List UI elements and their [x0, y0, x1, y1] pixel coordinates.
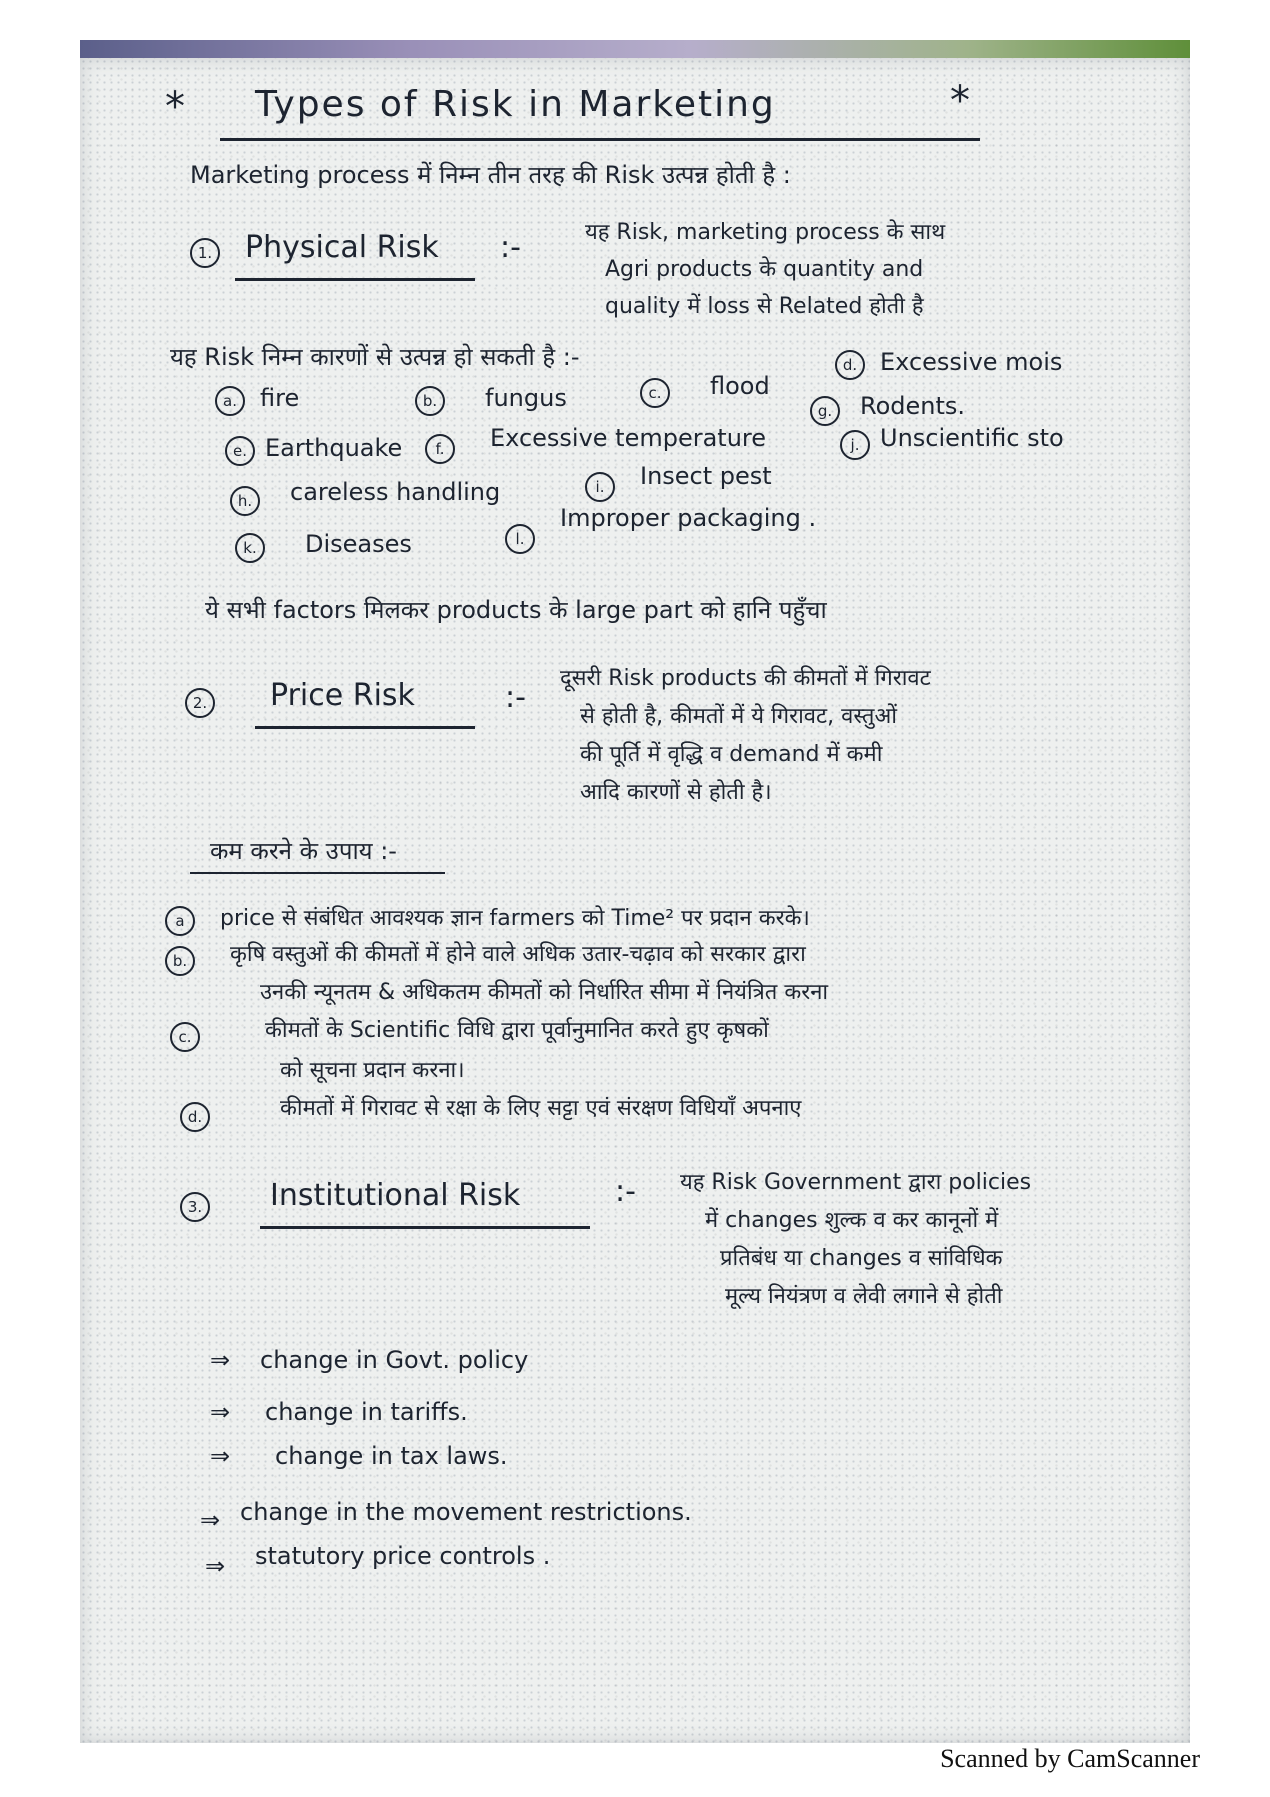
price-risk-sep: :-: [505, 680, 526, 715]
cause-marker: l.: [505, 524, 535, 554]
physical-desc-line: quality में loss से Related होती है: [605, 294, 924, 319]
institutional-point: change in the movement restrictions.: [240, 1498, 692, 1526]
remedy-marker: d.: [180, 1102, 210, 1132]
cause-item: fire: [260, 384, 300, 412]
remedy-line: कृषि वस्तुओं की कीमतों में होने वाले अधिक उतार-चढ़ाव को सरकार द्वारा: [230, 942, 806, 967]
arrow-icon: ⇒: [205, 1552, 226, 1580]
arrow-icon: ⇒: [210, 1442, 231, 1470]
physical-desc-line: यह Risk, marketing process के साथ: [585, 220, 946, 245]
remedy-line: कीमतों के Scientific विधि द्वारा पूर्वानुमानित करते हुए कृषकों: [265, 1018, 769, 1043]
remedy-marker: c.: [170, 1022, 200, 1052]
cause-item: Excessive mois: [880, 348, 1063, 376]
cause-item: Earthquake: [265, 434, 403, 462]
remedy-line: को सूचना प्रदान करना।: [280, 1058, 465, 1083]
physical-desc-line: Agri products के quantity and: [605, 257, 924, 282]
cause-marker: d.: [835, 350, 865, 380]
cause-marker: j.: [840, 430, 870, 460]
cause-item: Insect pest: [640, 462, 772, 490]
arrow-icon: ⇒: [210, 1346, 231, 1374]
causes-intro: यह Risk निम्न कारणों से उत्पन्न हो सकती है :-: [170, 343, 580, 371]
remedies-underline: [190, 872, 445, 874]
institutional-desc-line: में changes शुल्क व कर कानूनों में: [705, 1208, 999, 1233]
intro-line: Marketing process में निम्न तीन तरह की Risk उत्पन्न होती है :: [190, 161, 791, 189]
page-title: Types of Risk in Marketing: [255, 84, 776, 125]
cause-item: Unscientific sto: [880, 424, 1064, 452]
cause-item: Improper packaging .: [560, 504, 817, 532]
remedy-marker: a: [165, 906, 195, 936]
physical-risk-underline: [235, 278, 475, 281]
price-desc-line: आदि कारणों से होती है।: [580, 780, 772, 805]
institutional-desc-line: मूल्य नियंत्रण व लेवी लगाने से होती: [725, 1284, 1003, 1309]
cause-item: fungus: [485, 384, 567, 412]
price-risk-underline: [255, 726, 475, 729]
cause-marker: e.: [225, 436, 255, 466]
institutional-desc-line: प्रतिबंध या changes व सांविधिक: [720, 1246, 1003, 1271]
cause-marker: i.: [585, 472, 615, 502]
section-marker-3: 3.: [180, 1192, 210, 1222]
cause-item: flood: [710, 372, 770, 400]
price-risk-heading: Price Risk: [270, 678, 415, 713]
cause-marker: k.: [235, 533, 265, 563]
remedy-line: उनकी न्यूनतम & अधिकतम कीमतों को निर्धारित सीमा में नियंत्रित करना: [260, 980, 829, 1005]
institutional-risk-sep: :-: [615, 1174, 636, 1209]
institutional-point: change in tax laws.: [275, 1442, 508, 1470]
scanner-watermark: Scanned by CamScanner: [940, 1744, 1200, 1773]
title-star-right: *: [950, 78, 970, 124]
institutional-desc-line: यह Risk Government द्वारा policies: [680, 1170, 1032, 1195]
cause-marker: a.: [215, 386, 245, 416]
title-star-left: *: [165, 84, 185, 130]
arrow-icon: ⇒: [200, 1506, 221, 1534]
notebook-page: [80, 58, 1190, 1743]
arrow-icon: ⇒: [210, 1398, 231, 1426]
price-desc-line: की पूर्ति में वृद्धि व demand में कमी: [580, 742, 883, 767]
physical-summary: ये सभी factors मिलकर products के large part को हानि पहुँचा: [205, 596, 827, 624]
cause-item: Rodents.: [860, 392, 966, 420]
remedy-line: price से संबंधित आवश्यक ज्ञान farmers को Time² पर प्रदान करके।: [220, 906, 810, 931]
institutional-risk-heading: Institutional Risk: [270, 1178, 521, 1213]
section-marker-1: 1.: [190, 238, 220, 268]
remedies-heading: कम करने के उपाय :-: [210, 837, 397, 865]
cause-marker: b.: [415, 386, 445, 416]
institutional-point: statutory price controls .: [255, 1542, 551, 1570]
cause-item: Excessive temperature: [490, 424, 767, 452]
cause-marker: h.: [230, 486, 260, 516]
institutional-point: change in Govt. policy: [260, 1346, 529, 1374]
cause-marker: c.: [640, 378, 670, 408]
remedy-marker: b.: [165, 946, 195, 976]
remedy-line: कीमतों में गिरावट से रक्षा के लिए सट्टा एवं संरक्षण विधियाँ अपनाए: [280, 1096, 802, 1121]
institutional-point: change in tariffs.: [265, 1398, 468, 1426]
cause-item: careless handling: [290, 478, 501, 506]
cause-marker: f.: [425, 434, 455, 464]
section-marker-2: 2.: [185, 688, 215, 718]
title-underline: [220, 138, 980, 141]
cause-item: Diseases: [305, 530, 412, 558]
physical-risk-heading: Physical Risk: [245, 230, 439, 265]
cause-marker: g.: [810, 396, 840, 426]
institutional-risk-underline: [260, 1226, 590, 1229]
price-desc-line: से होती है, कीमतों में ये गिरावट, वस्तुओं: [580, 704, 897, 729]
physical-risk-sep: :-: [500, 230, 521, 265]
price-desc-line: दूसरी Risk products की कीमतों में गिरावट: [560, 666, 931, 691]
